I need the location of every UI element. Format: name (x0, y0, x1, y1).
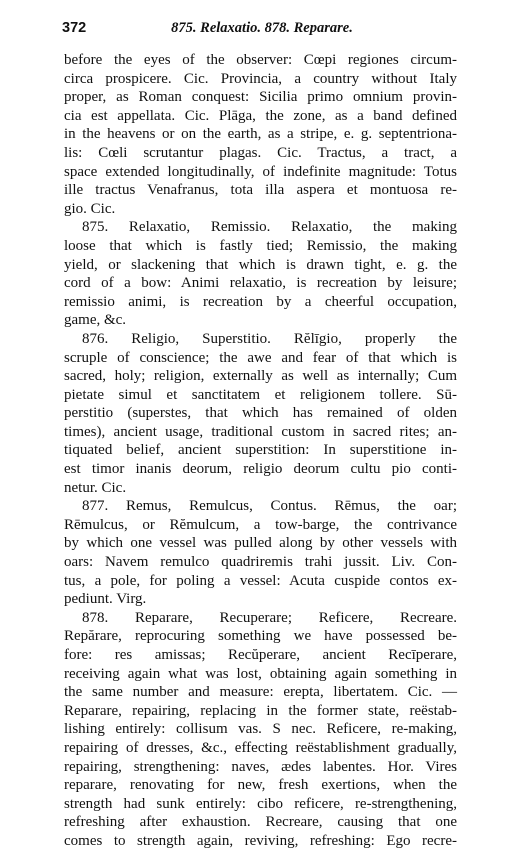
body-text (64, 51, 457, 851)
text-line: tiquated belief, ancient superstition: In superstitione in- (64, 442, 457, 459)
text-line: fore: res amissas; Recŭperare, ancient Recīperare, (64, 647, 457, 663)
text-line: repairing of dresses, &c., effecting reëstablishment gradually, (64, 739, 457, 756)
text-line: perstitio (superstes, that which has remained of olden (64, 405, 457, 422)
text-line: by which one vessel was pulled along by other vessels with (64, 535, 457, 552)
entry-heading-878: 878. Reparare, Recuperare; Reficere, Recreare. (82, 609, 457, 626)
text-line: remissio animi, is recreation by a cheerful occupation, (64, 293, 457, 310)
page-header (62, 20, 462, 42)
entry-heading-876: 876. Religio, Superstitio. Rĕlīgio, properly the (82, 330, 457, 347)
text-line: space extended longitudinally, of indefinite magnitude: Totus (64, 163, 457, 180)
text-line: the same number and measure: erepta, libertatem. Cic. — (64, 684, 457, 701)
text-line: refreshing after exhaustion. Recreare, causing that one (64, 814, 457, 831)
text-line: pietate simul et sanctitatem et religionem tollere. Sū- (64, 386, 457, 403)
text-line: netur. Cic. (64, 479, 127, 496)
text-line: tus, a pole, for poling a vessel: Acuta cuspide contos ex- (64, 572, 457, 589)
text-line: cia est appellata. Cic. Plāga, the zone, as a band defined (64, 107, 457, 124)
text-line: circa prospicere. Cic. Provincia, a country without Italy (64, 70, 457, 87)
text-line: comes to strength again, reviving, refreshing: Ego recre- (64, 832, 457, 849)
text-line: Repărare, reprocuring something we have possessed be- (64, 628, 457, 645)
text-line: sacred, holy; religion, externally as well as internally; Cum (64, 368, 457, 385)
text-line: ille tractus Venafranus, tota illa aspera et montuosa re- (64, 182, 457, 199)
text-line: in the heavens or on the earth, as a stripe, e. g. septentriona- (64, 126, 457, 143)
text-line: Reparare, repairing, replacing in the former state, reëstab- (64, 702, 457, 719)
text-line: lishing entirely: collisum vas. S nec. Reficere, re-making, (64, 721, 457, 738)
text-line: before the eyes of the observer: Cœpi regiones circum- (64, 52, 457, 68)
text-line: loose that which is fastly tied; Remissio, the making (64, 237, 457, 254)
text-line: reparare, renovating for new, fresh exertions, when the (64, 777, 457, 794)
text-line: times), ancient usage, traditional custom in sacred rites; an- (64, 423, 457, 440)
text-line: scruple of conscience; the awe and fear of that which is (64, 349, 457, 366)
text-line: pediunt. Virg. (64, 591, 147, 608)
entry-heading-877: 877. Remus, Remulcus, Contus. Rēmus, the oar; (82, 498, 457, 515)
text-line: gio. Cic. (64, 200, 116, 217)
text-line: repairing, strengthening: naves, ædes labentes. Hor. Vires (64, 758, 457, 775)
text-line: Rēmulcus, or Rĕmulcum, a tow-barge, the contrivance (64, 516, 457, 533)
text-line: proper, as Roman conquest: Sicilia primo omnium provin- (64, 89, 457, 106)
text-line: lis: Cœli scrutantur plagas. Cic. Tractus, a tract, a (64, 144, 457, 161)
text-line: yield, or slackening that which is drawn tight, e. g. the (64, 256, 457, 273)
text-line: oars: Navem remulco quadriremis trahi jussit. Liv. Con- (64, 554, 457, 571)
running-head: 875. Relaxatio. 878. Reparare. (171, 20, 353, 36)
text-line: receiving again what was lost, obtaining again something in (64, 665, 457, 682)
page-number: 372 (62, 20, 87, 36)
text-line: strength had sunk entirely: cibo reficere, re-strengthening, (64, 795, 457, 812)
text-line: est timor inanis deorum, religio deorum cultu pio conti- (64, 461, 457, 478)
entry-heading-875: 875. Relaxatio, Remissio. Relaxatio, the making (82, 219, 457, 236)
text-line: game, &c. (64, 312, 127, 329)
text-line: cord of a bow: Animi relaxatio, is recreation by leisure; (64, 275, 457, 292)
